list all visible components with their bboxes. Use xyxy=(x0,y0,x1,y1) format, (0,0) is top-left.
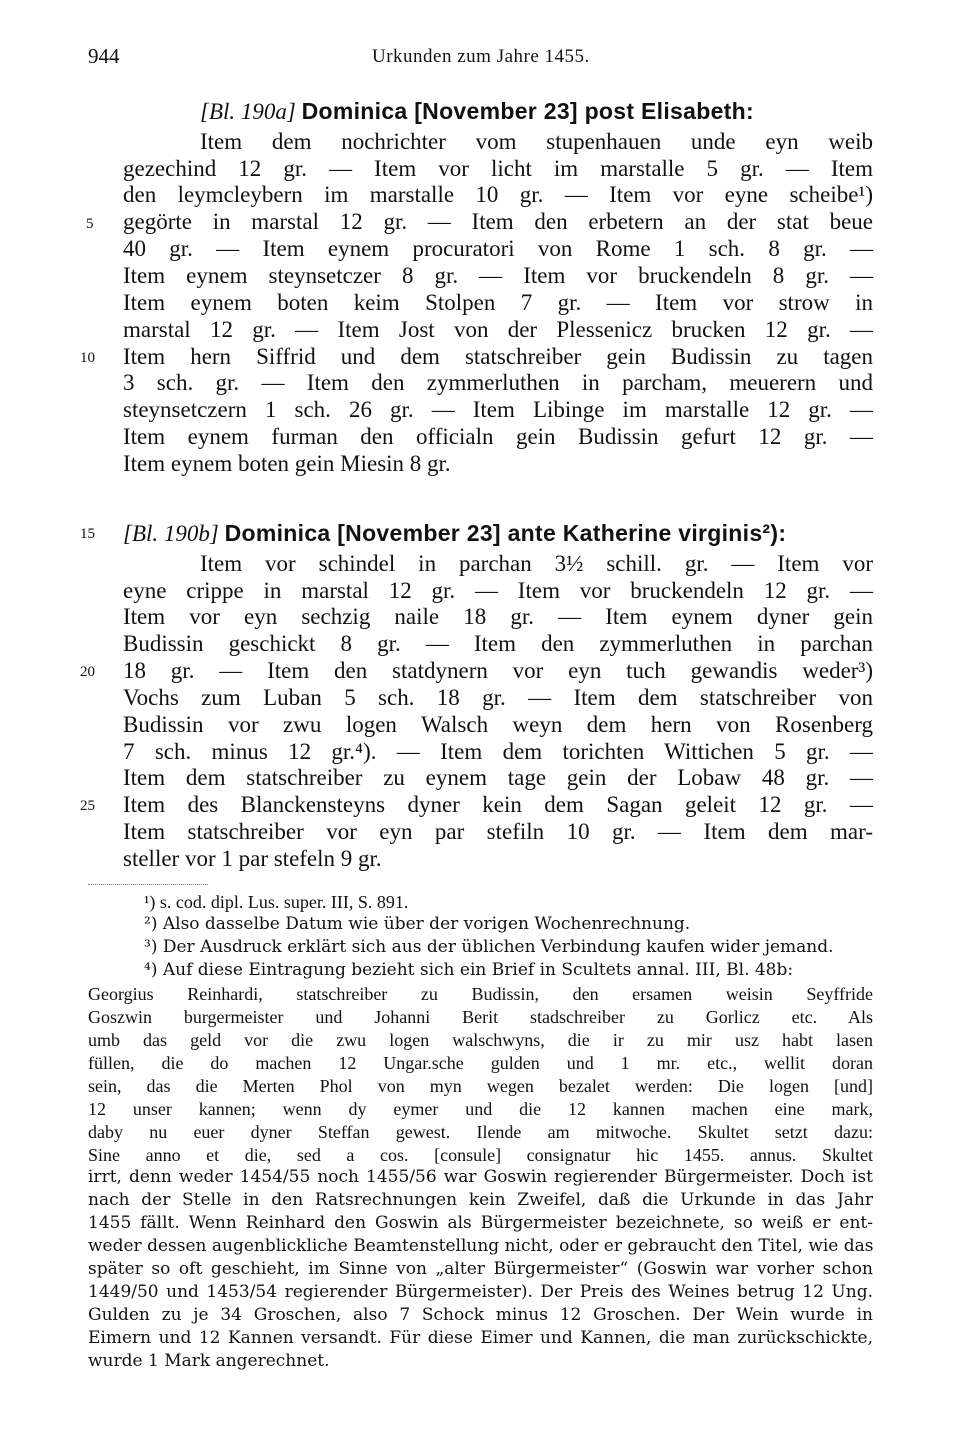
section-1-line: gegörte in marstal 12 gr. — Item den erbetern an der stat beue xyxy=(123,209,873,234)
section-1-line: Item eynem steynsetczer 8 gr. — Item vor bruckendeln 8 gr. — xyxy=(123,263,873,288)
footnote-4-line: Goszwin burgermeister und Johanni Berit stadschreiber zu Gorlicz etc. Als xyxy=(88,1007,873,1027)
footnote-4-line: Sine anno et die, sed a cos. [consule] consignatur hic 1455. annus. Skultet xyxy=(88,1145,873,1165)
section-1-line: steynsetczern 1 sch. 26 gr. — Item Libinge im marstalle 12 gr. — xyxy=(123,397,873,422)
section-1-folio-ref: [Bl. 190a] xyxy=(200,99,302,124)
section-2-line: Item statschreiber vor eyn par stefiln 10 gr. — Item dem mar- xyxy=(123,819,873,844)
section-1-title: Dominica [November 23] post Elisabeth: xyxy=(301,98,754,124)
section-1-line: den leymcleybern im marstalle 10 gr. — Item vor eyne scheibe¹) xyxy=(123,182,873,207)
section-2-line: 18 gr. — Item den statdynern vor eyn tuch gewandis weder³) xyxy=(123,658,873,683)
footnote-4-line: wurde 1 Mark angerechnet. xyxy=(88,1351,330,1371)
line-number: 15 xyxy=(80,526,95,542)
section-1-line: 3 sch. gr. — Item den zymmerluthen in parcham, meuerern und xyxy=(123,370,873,395)
footnote-4-line: ⁴) Auf diese Eintragung bezieht sich ein Brief in Scultets annal. III, Bl. 48b: xyxy=(144,960,794,980)
section-2-line: Budissin geschickt 8 gr. — Item den zymmerluthen in parchan xyxy=(123,631,873,656)
footnote-4-line: sein, das die Merten Phol von myn wegen bezalet werden: Die logen [und] xyxy=(88,1076,873,1096)
footnote-4-line: Georgius Reinhardi, statschreiber zu Budissin, den ersamen weisin Seyffride xyxy=(88,984,873,1004)
footnote-4-line: 1455 fällt. Wenn Reinhard den Goswin als Bürgermeister bezeichnete, so weiß er ent- xyxy=(88,1213,873,1233)
section-2-line: Budissin vor zwu logen Walsch weyn dem hern von Rosenberg xyxy=(123,712,873,737)
footnote-3: ³) Der Ausdruck erklärt sich aus der üblichen Verbindung kaufen wider jemand. xyxy=(144,937,834,957)
footnote-4-line: 1449/50 und 1453/54 regierender Bürgermeister). Der Preis des Weines betrug 12 Ung. xyxy=(88,1282,873,1302)
section-2-line: Item vor eyn sechzig naile 18 gr. — Item eynem dyner gein xyxy=(123,604,873,629)
footnote-4-line: irrt, denn weder 1454/55 noch 1455/56 war Goswin regierender Bürgermeister. Doch ist xyxy=(88,1167,873,1187)
section-2-heading xyxy=(123,520,786,547)
section-1-line: Item eynem furman den officialn gein Budissin gefurt 12 gr. — xyxy=(123,424,873,449)
section-1-line: Item eynem boten gein Miesin 8 gr. xyxy=(123,451,451,476)
line-number: 20 xyxy=(80,664,95,680)
line-number: 10 xyxy=(80,350,95,366)
footnote-4-line: füllen, die do machen 12 Ungar.sche gulden und 1 mr. etc., wellit doran xyxy=(88,1053,873,1073)
section-2-line: 7 sch. minus 12 gr.⁴). — Item dem torichten Wittichen 5 gr. — xyxy=(123,739,873,764)
footnote-4-line: umb das geld vor die zwu logen walschwyns, die ir zu mir usz habt lasen xyxy=(88,1030,873,1050)
section-2-folio-ref: [Bl. 190b] xyxy=(123,521,225,546)
section-1-line: gezechind 12 gr. — Item vor licht im marstalle 5 gr. — Item xyxy=(123,156,873,181)
footnote-4-line: 12 unser kannen; wenn dy eymer und die 12 kannen machen eine mark, xyxy=(88,1099,873,1119)
page-number: 944 xyxy=(88,44,120,68)
footnote-4-line: Eimern und 12 Kannen versandt. Für diese Eimer und Kannen, die man zurückschickte, xyxy=(88,1328,873,1348)
section-1-line: 40 gr. — Item eynem procuratori von Rome 1 sch. 8 gr. — xyxy=(123,236,873,261)
footnote-4-line: daby nu euer dyner Steffan gewest. Ilende am mitwoche. Skultet setzt dazu: xyxy=(88,1122,873,1142)
footnote-4-line: nach der Stelle in den Ratsrechnungen kein Zweifel, daß die Urkunde in das Jahr xyxy=(88,1190,873,1210)
section-1-line: Item hern Siffrid und dem statschreiber gein Budissin zu tagen xyxy=(123,344,873,369)
line-number: 25 xyxy=(80,798,95,814)
section-1-heading xyxy=(200,98,754,125)
footnote-2: ²) Also dasselbe Datum wie über der vorigen Wochenrechnung. xyxy=(144,914,691,934)
section-2-line: Vochs zum Luban 5 sch. 18 gr. — Item dem statschreiber von xyxy=(123,685,873,710)
section-1-line: marstal 12 gr. — Item Jost von der Plessenicz brucken 12 gr. — xyxy=(123,317,873,342)
section-2-line: Item vor schindel in parchan 3½ schill. gr. — Item vor xyxy=(200,551,873,576)
section-1-line: Item eynem boten keim Stolpen 7 gr. — Item vor strow in xyxy=(123,290,873,315)
footnote-4-line: später so oft geschieht, im Sinne von „alter Bürgermeister“ (Goswin war vorher schon xyxy=(88,1259,873,1279)
footnote-4-line: Gulden zu je 34 Groschen, also 7 Schock minus 12 Groschen. Der Wein wurde in xyxy=(88,1305,873,1325)
section-2-line: Item dem statschreiber zu eynem tage gein der Lobaw 48 gr. — xyxy=(123,765,873,790)
section-2-line: Item des Blanckensteyns dyner kein dem Sagan geleit 12 gr. — xyxy=(123,792,873,817)
section-2-line: eyne crippe in marstal 12 gr. — Item vor bruckendeln 12 gr. — xyxy=(123,578,873,603)
footnote-separator xyxy=(88,884,208,885)
running-title: Urkunden zum Jahre 1455. xyxy=(372,46,590,67)
section-2-title: Dominica [November 23] ante Katherine virginis²): xyxy=(224,520,787,546)
footnote-1: ¹) s. cod. dipl. Lus. super. III, S. 891. xyxy=(144,892,409,912)
footnote-4-line: weder dessen augenblickliche Beamtenstellung nicht, oder er gebraucht den Titel, wie das xyxy=(88,1236,874,1256)
line-number: 5 xyxy=(86,216,94,232)
section-2-line: steller vor 1 par stefeln 9 gr. xyxy=(123,846,382,871)
section-1-line: Item dem nochrichter vom stupenhauen unde eyn weib xyxy=(200,129,873,154)
